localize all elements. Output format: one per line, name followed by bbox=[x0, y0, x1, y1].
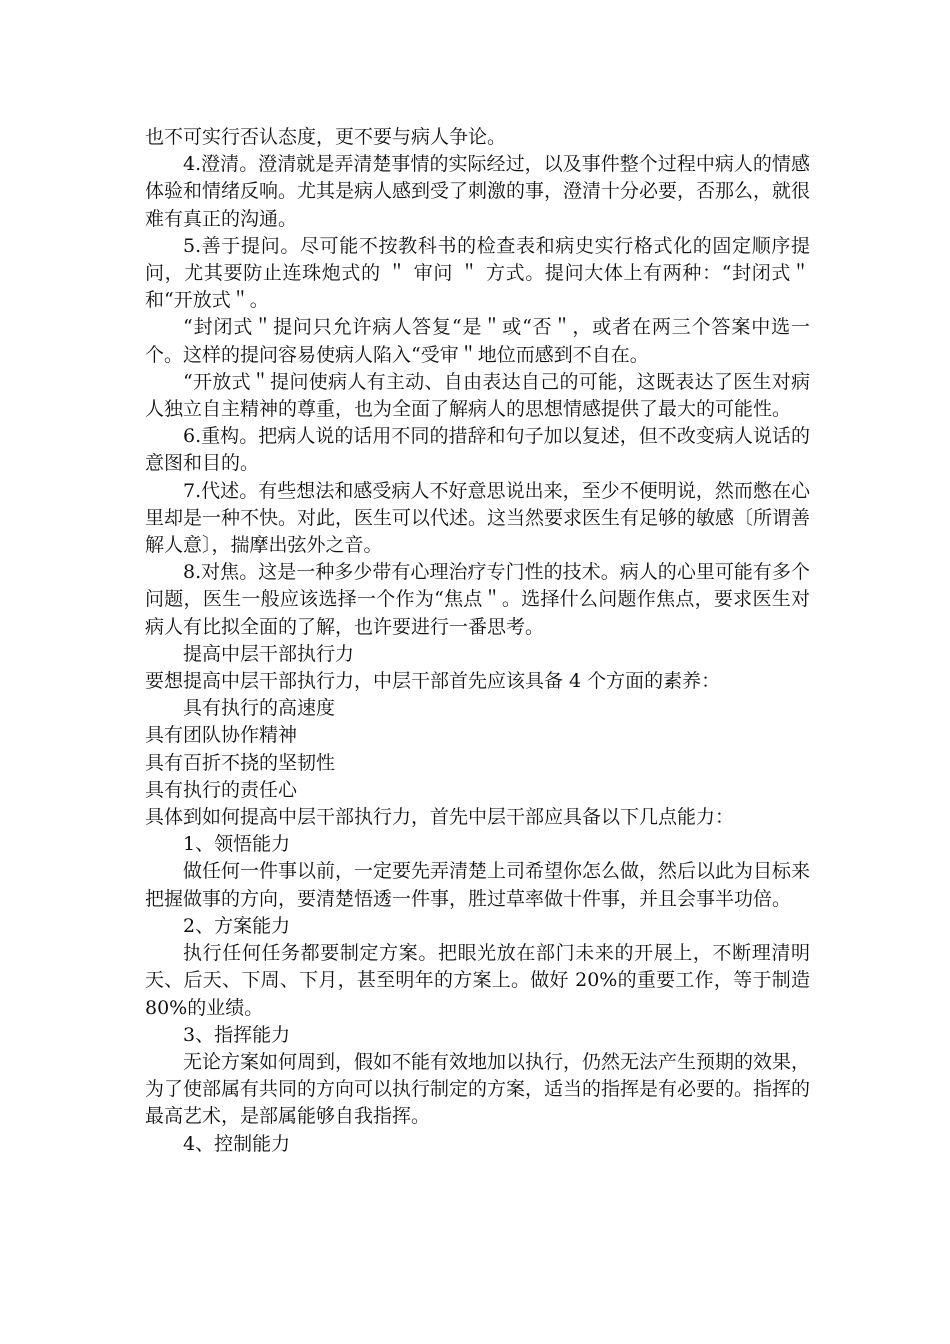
paragraph: 执行任何任务都要制定方案。把眼光放在部门未来的开展上，不断理清明天、后天、下周、下月，甚至明年的方案上。做好 20%的重要工作，等于制造 80%的业绩。 bbox=[145, 942, 810, 1019]
section-heading: 提高中层干部执行力 bbox=[183, 642, 355, 665]
paragraph: 要想提高中层干部执行力，中层干部首先应该具备 4 个方面的素养： bbox=[145, 670, 721, 693]
paragraph: 4.澄清。澄清就是弄清楚事情的实际经过，以及事件整个过程中病人的情感体验和情绪反响。尤其是病人感到受了刺激的事，澄清十分必要，否那么，就很难有真正的沟通。 bbox=[145, 153, 811, 230]
paragraph: 8.对焦。这是一种多少带有心理治疗专门性的技术。病人的心里可能有多个问题，医生一般应该选择一个作为“焦点＂。选择什么问题作焦点，要求医生对病人有比拟全面的了解，也许要进行一番思考。 bbox=[145, 561, 810, 638]
paragraph: 做任何一件事以前，一定要先弄清楚上司希望你怎么做，然后以此为目标来把握做事的方向，要清楚悟透一件事，胜过草率做十件事，并且会事半功倍。 bbox=[145, 860, 811, 910]
paragraph: “封闭式＂提问只允许病人答复“是＂或“否＂，或者在两三个答案中选一个。这样的提问容易使病人陷入“受审＂地位而感到不自在。 bbox=[145, 316, 810, 366]
paragraph: 也不可实行否认态度，更不要与病人争论。 bbox=[145, 126, 507, 148]
list-item: 具有百折不挠的坚韧性 bbox=[145, 751, 336, 774]
paragraph: 无论方案如何周到，假如不能有效地加以执行，仍然无法产生预期的效果，为了使部属有共同的方向可以执行制定的方案，适当的指挥是有必要的。指挥的最高艺术，是部属能够自我指挥。 bbox=[145, 1050, 811, 1128]
subheading: 1、领悟能力 bbox=[183, 833, 291, 856]
subheading: 3、指挥能力 bbox=[183, 1023, 291, 1046]
paragraph: “开放式＂提问使病人有主动、自由表达自己的可能，这既表达了医生对病人独立自主精神的尊重，也为全面了解病人的思想情感提供了最大的可能性。 bbox=[145, 370, 810, 421]
document-body bbox=[145, 124, 810, 1158]
paragraph: 具体到如何提高中层干部执行力，首先中层干部应具备以下几点能力： bbox=[145, 806, 735, 829]
subheading: 2、方案能力 bbox=[183, 914, 291, 937]
subheading: 4、控制能力 bbox=[183, 1132, 291, 1155]
list-item: 具有团队协作精神 bbox=[145, 724, 298, 747]
list-item: 具有执行的责任心 bbox=[145, 778, 298, 801]
paragraph: 6.重构。把病人说的话用不同的措辞和句子加以复述，但不改变病人说话的意图和目的。 bbox=[145, 425, 810, 475]
paragraph: 5.善于提问。尽可能不按教科书的检查表和病史实行格式化的固定顺序提问，尤其要防止连珠炮式的 ＂ 审问 ＂ 方式。提问大体上有两种：“封闭式＂和“开放式＂。 bbox=[145, 234, 810, 312]
list-item: 具有执行的高速度 bbox=[183, 697, 336, 720]
paragraph: 7.代述。有些想法和感受病人不好意思说出来，至少不便明说，然而憋在心里却是一种不快。对此，医生可以代述。这当然要求医生有足够的敏感〔所谓善解人意〕，揣摩出弦外之音。 bbox=[145, 479, 811, 557]
